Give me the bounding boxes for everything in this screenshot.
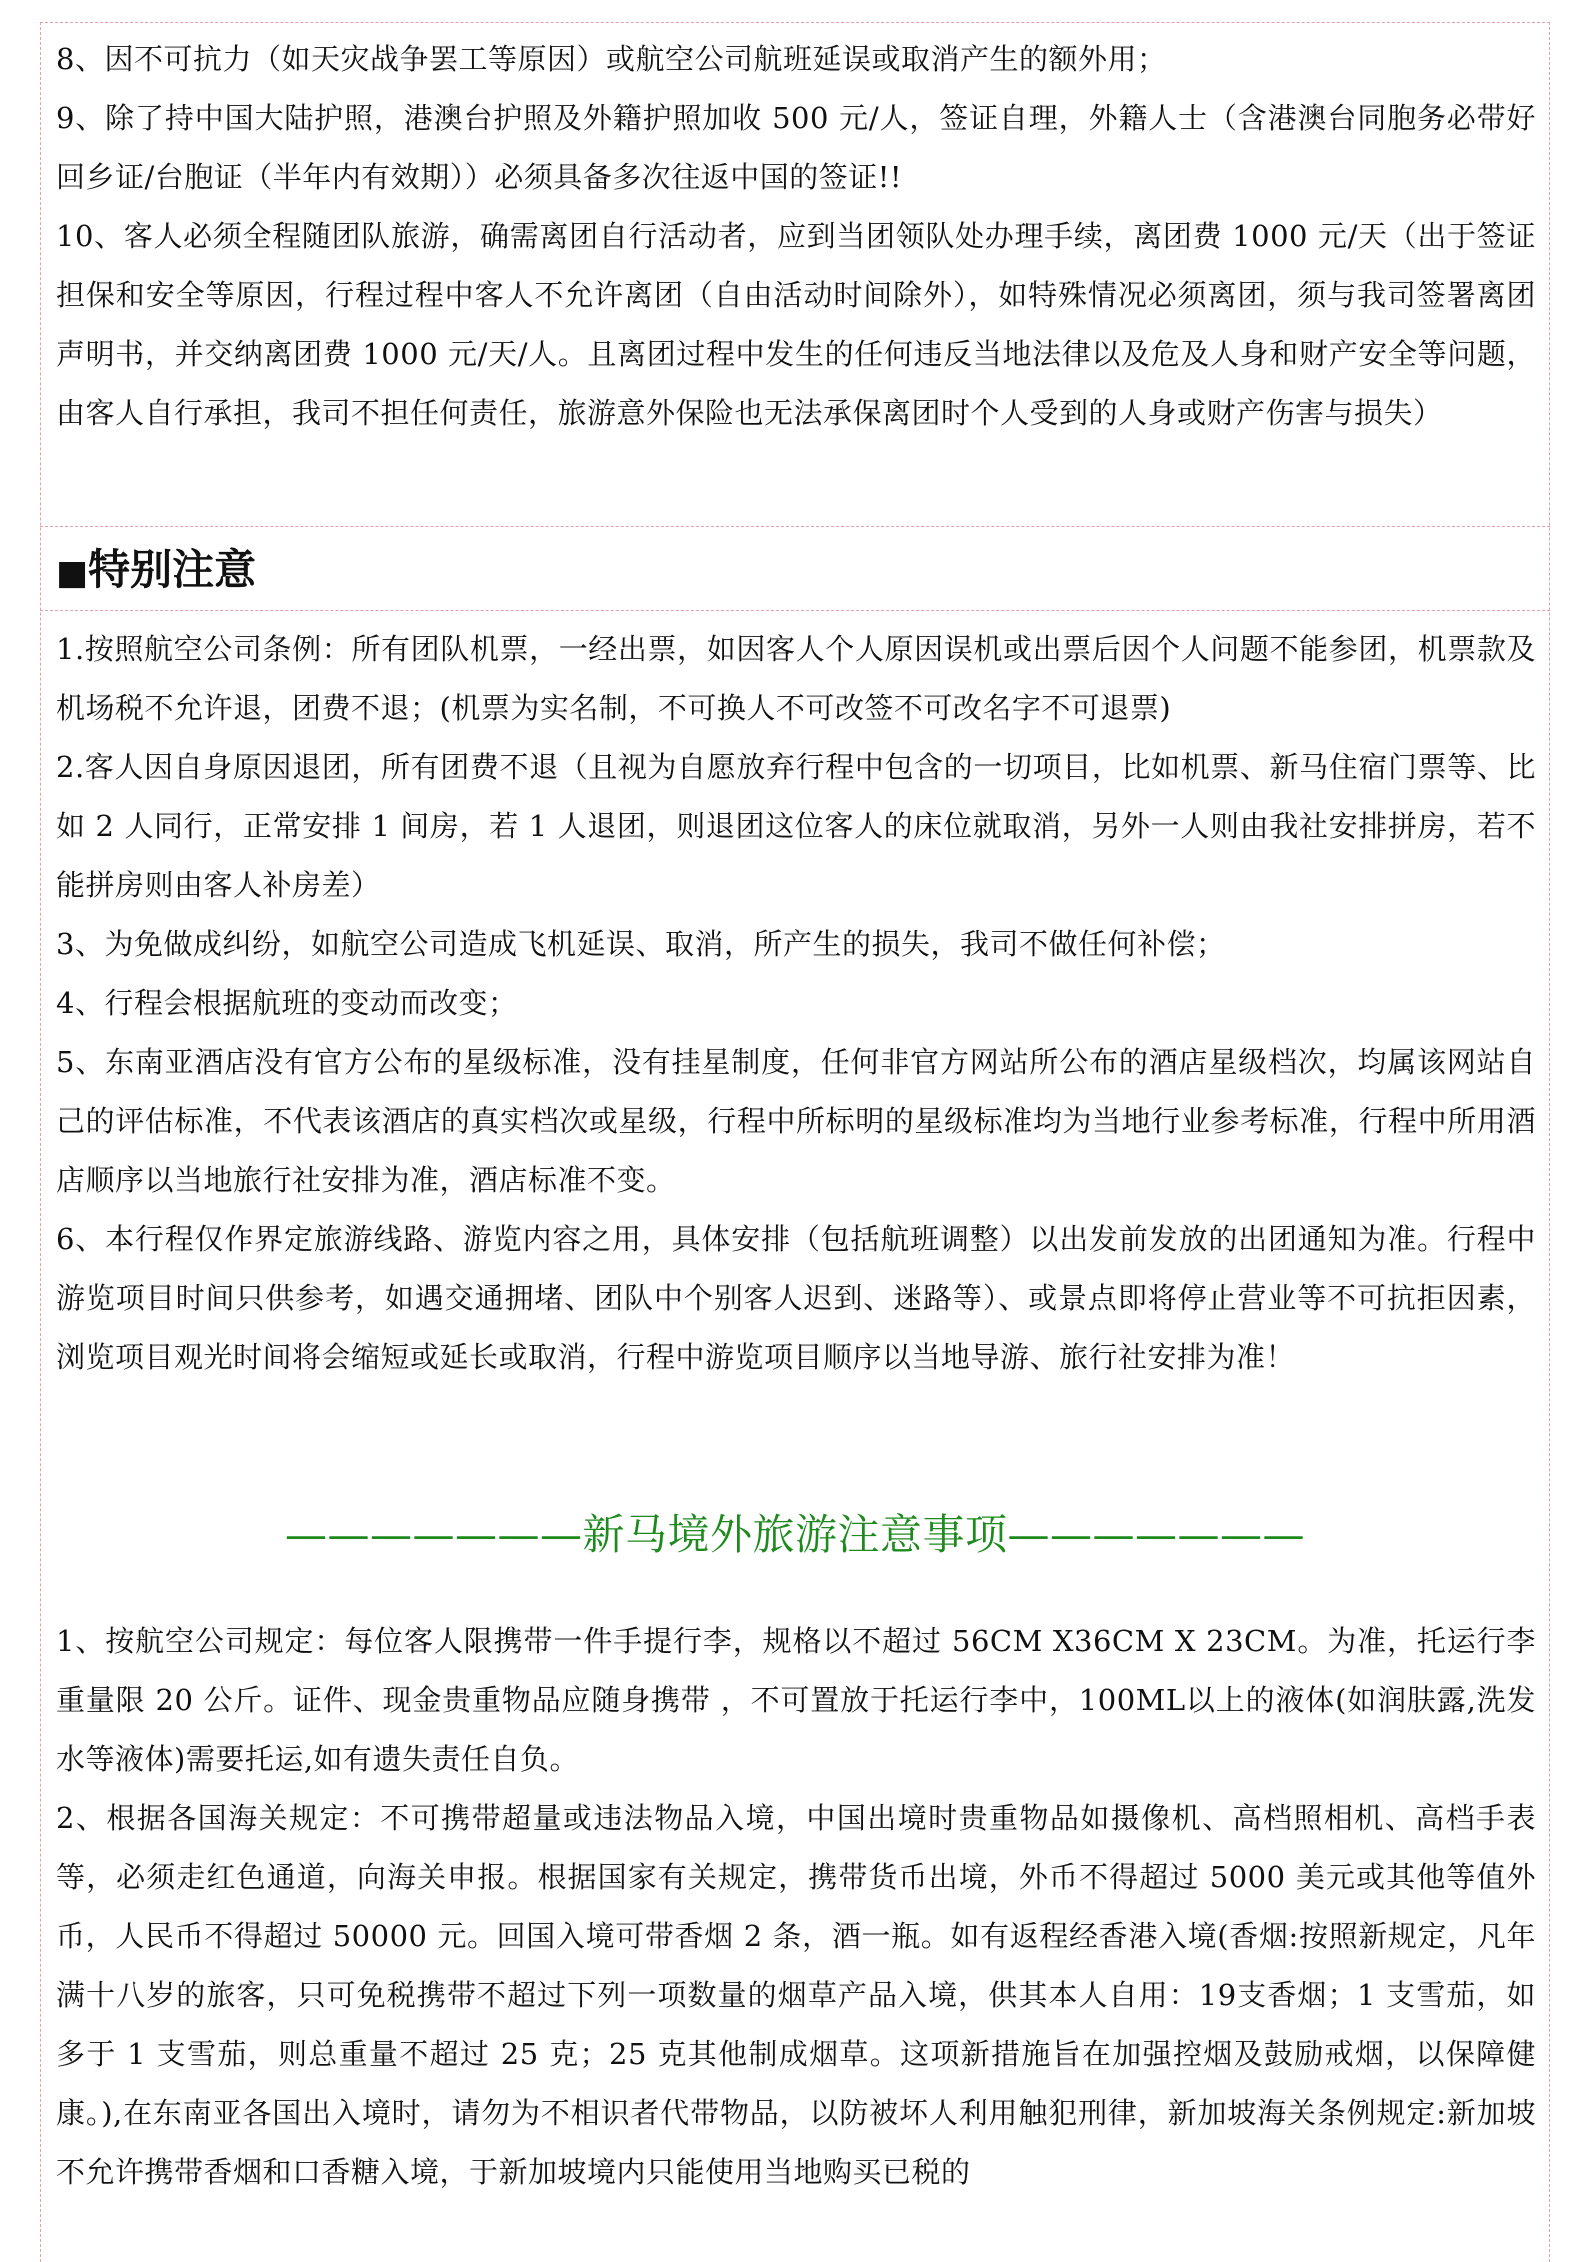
top-note-8: 8、因不可抗力（如天灾战争罢工等原因）或航空公司航班延误或取消产生的额外用； [56,42,1167,76]
travel-notes-banner: ———————新马境外旅游注意事项——————— [284,1510,1305,1559]
top-note-9: 9、除了持中国大陆护照，港澳台护照及外籍护照加收 500 元/人，签证自理，外籍人士（含港澳台同胞务必带好回乡证/台胞证（半年内有效期））必须具备多次往返中国的签证!! [56,101,1536,194]
top-note-10: 10、客人必须全程随团队旅游，确需离团自行活动者，应到当团领队处办理手续，离团费 1000 元/天（出于签证担保和安全等原因，行程过程中客人不允许离团（自由活动时间除外），如特殊情况必须离团，须与我司签署离团声明书，并交纳离团费 1000 元/天/人。且离团过程中发生的任何违反当地法律以及危及人身和财产安全等问题，由客人自行承担，我司不担任何责任，旅游意外保险也无法承保离团时个人受到的人身或财产伤害与损失） [56,219,1536,430]
special-note-1: 1.按照航空公司条例：所有团队机票，一经出票，如因客人个人原因误机或出票后因个人问题不能参团，机票款及机场税不允许退，团费不退；(机票为实名制，不可换人不可改签不可改名字不可退票) [56,632,1536,725]
special-note-5: 5、东南亚酒店没有官方公布的星级标准，没有挂星制度，任何非官方网站所公布的酒店星级档次，均属该网站自己的评估标准，不代表该酒店的真实档次或星级，行程中所标明的星级标准均为当地行业参考标准，行程中所用酒店顺序以当地旅行社安排为准，酒店标准不变。 [56,1045,1536,1197]
square-bullet-icon: ■ [56,553,89,593]
divider-after-heading [40,610,1550,611]
special-note-4: 4、行程会根据航班的变动而改变； [56,986,518,1020]
divider-top [40,22,1550,23]
travel-note-2: 2、根据各国海关规定：不可携带超量或违法物品入境，中国出境时贵重物品如摄像机、高档照相机、高档手表等，必须走红色通道，向海关申报。根据国家有关规定，携带货币出境，外币不得超过 5000 美元或其他等值外币，人民币不得超过 50000 元。回国入境可带香烟 2 条，酒一瓶。如有返程经香港入境(香烟:按照新规定，凡年满十八岁的旅客，只可免税携带不超过下列一项数量的烟草产品入境，供其本人自用：19支香烟；1 支雪茄，如多于 1 支雪茄，则总重量不超过 25 克；25 克其他制成烟草。这项新措施旨在加强控烟及鼓励戒烟，以保障健康。),在东南亚各国出入境时，请勿为不相识者代带物品，以防被坏人利用触犯刑律，新加坡海关条例规定:新加坡不允许携带香烟和口香糖入境，于新加坡境内只能使用当地购买已税的 [56,1801,1536,2189]
special-notice-title: 特别注意 [88,545,257,594]
special-notice-heading [56,540,256,603]
special-note-2: 2.客人因自身原因退团，所有团费不退（且视为自愿放弃行程中包含的一切项目，比如机票、新马住宿门票等、比如 2 人同行，正常安排 1 间房，若 1 人退团，则退团这位客人的床位就取消，另外一人则由我社安排拼房，若不能拼房则由客人补房差） [56,750,1536,902]
divider-before-heading [40,526,1550,527]
top-notes-section [56,30,1536,443]
travel-note-1: 1、按航空公司规定：每位客人限携带一件手提行李，规格以不超过 56CM X36CM X 23CM。为准，托运行李重量限 20 公斤。证件、现金贵重物品应随身携带 ，不可置放于托运行李中，100ML以上的液体(如润肤露,洗发水等液体)需要托运,如有遗失责任自负。 [56,1624,1536,1776]
travel-notes-section [56,1612,1536,2202]
special-note-3: 3、为免做成纠纷，如航空公司造成飞机延误、取消，所产生的损失，我司不做任何补偿； [56,927,1226,961]
special-notice-section [56,620,1536,1387]
special-note-6: 6、本行程仅作界定旅游线路、游览内容之用，具体安排（包括航班调整）以出发前发放的出团通知为准。行程中游览项目时间只供参考，如遇交通拥堵、团队中个别客人迟到、迷路等）、或景点即将停止营业等不可抗拒因素，浏览项目观光时间将会缩短或延长或取消，行程中游览项目顺序以当地导游、旅行社安排为准！ [56,1222,1536,1374]
